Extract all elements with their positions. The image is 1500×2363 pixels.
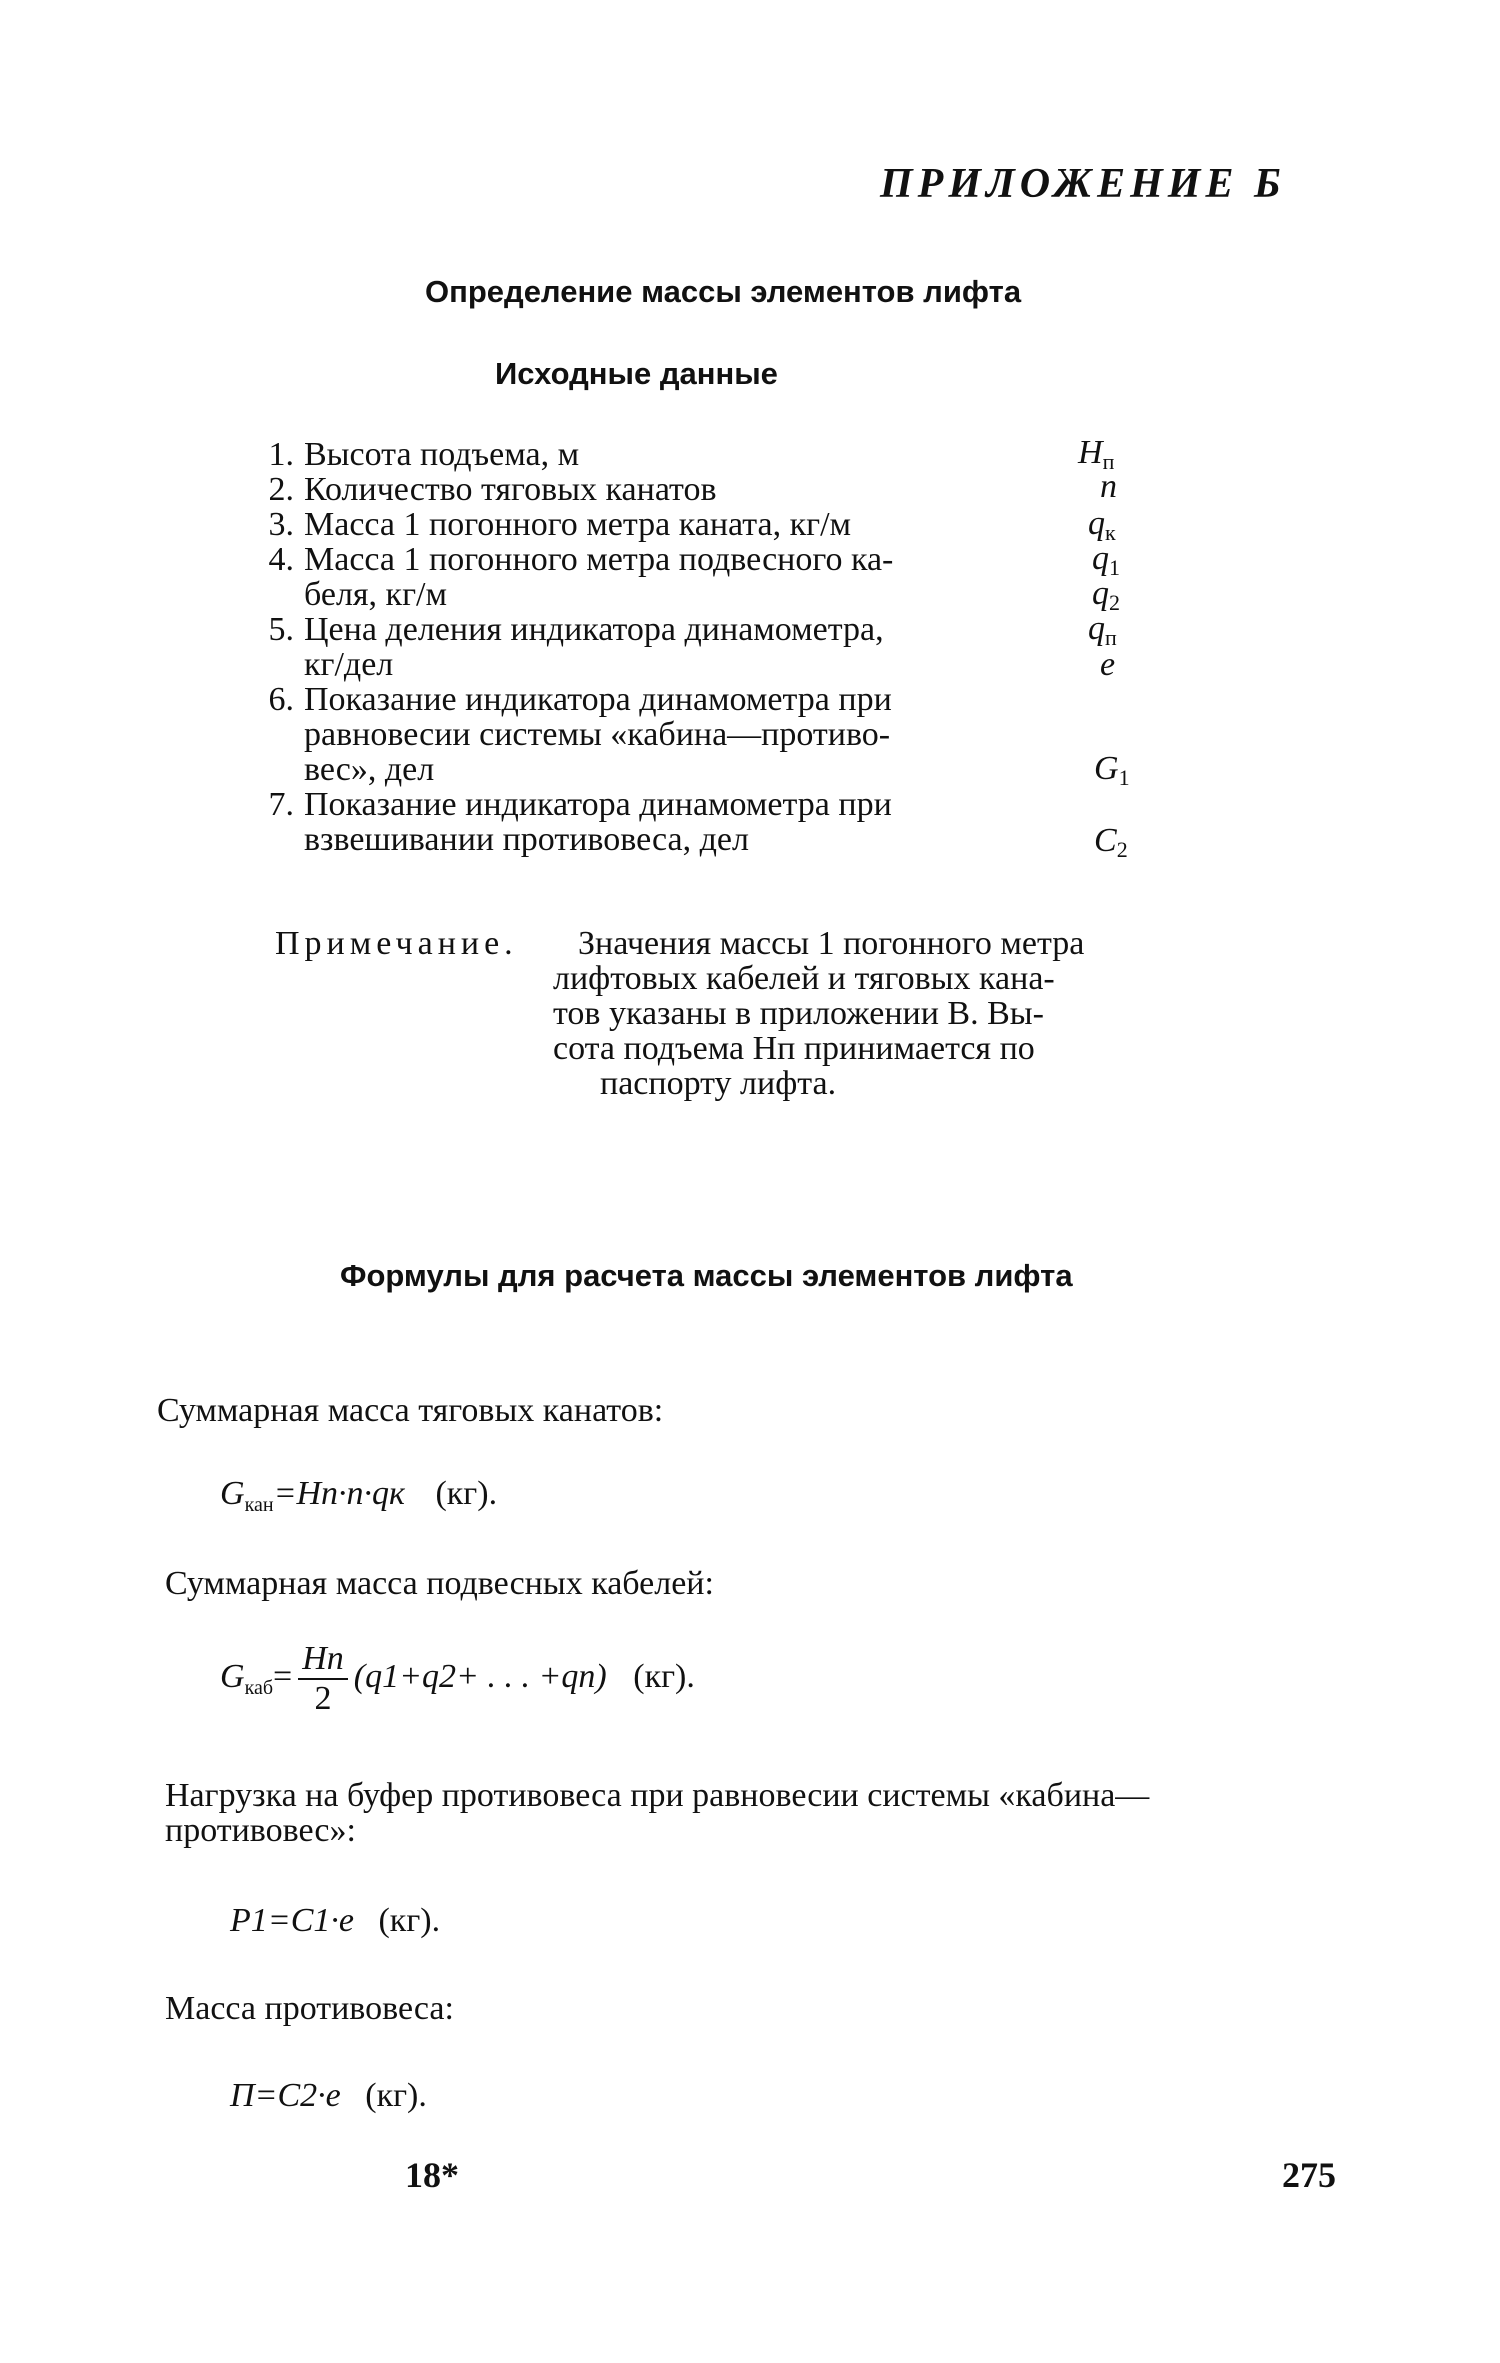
note-line: сота подъема Hп принимается по	[553, 1030, 1035, 1067]
item-number: 2.	[268, 471, 294, 508]
formula-counterweight: П=C2·e (кг).	[230, 2077, 427, 2114]
formulas-title: Формулы для расчета массы элементов лифта	[340, 1258, 1073, 1293]
symbol: $q_к$	[1088, 505, 1116, 545]
signature-mark: 18*	[405, 2155, 459, 2195]
item-number: 3.	[268, 506, 294, 543]
item-text: Цена деления индикатора динамометра,	[304, 611, 884, 648]
item-text: Масса 1 погонного метра подвесного ка-	[304, 541, 894, 578]
item-text: Высота подъема, м	[304, 436, 580, 473]
buffer-label: Нагрузка на буфер противовеса при равновесии системы «кабина—	[165, 1777, 1150, 1814]
item-number: 4.	[268, 541, 294, 578]
symbol: $q_2$	[1092, 575, 1120, 615]
item-text: беля, кг/м	[304, 576, 447, 613]
item-number: 7.	[268, 786, 294, 823]
symbol: e	[1100, 646, 1116, 683]
symbol: $H_п$	[1078, 434, 1115, 474]
buffer-label: противовес»:	[165, 1812, 356, 1849]
symbol: $C_2$	[1094, 822, 1128, 862]
symbol: $G_1$	[1094, 750, 1130, 790]
appendix-label: ПРИЛОЖЕНИЕ Б	[880, 161, 1286, 207]
note-line: Значения массы 1 погонного метра	[578, 925, 1085, 962]
page-number: 275	[1282, 2155, 1336, 2195]
item-text: вес», дел	[304, 751, 435, 788]
symbol: $q_1$	[1092, 540, 1120, 580]
note-line: тов указаны в приложении В. Вы-	[553, 995, 1044, 1032]
cables-label: Суммарная масса подвесных кабелей:	[165, 1565, 714, 1602]
counterweight-label: Масса противовеса:	[165, 1990, 454, 2027]
section-title: Определение массы элементов лифта	[425, 274, 1022, 309]
symbol: $q_п$	[1088, 610, 1117, 650]
item-number: 5.	[268, 611, 294, 648]
item-text: Масса 1 погонного метра каната, кг/м	[304, 506, 852, 543]
formula-buffer: P1=C1·e (кг).	[230, 1902, 441, 1939]
item-number: 1.	[268, 436, 294, 473]
note-line: паспорту лифта.	[600, 1065, 837, 1102]
initial-data-title: Исходные данные	[495, 356, 778, 391]
item-text: равновесии системы «кабина—противо-	[304, 716, 891, 753]
ropes-label: Суммарная масса тяговых канатов:	[157, 1392, 664, 1429]
item-number: 6.	[268, 681, 294, 718]
item-text: Показание индикатора динамометра при	[304, 786, 892, 823]
item-text: Показание индикатора динамометра при	[304, 681, 892, 718]
note-line: лифтовых кабелей и тяговых кана-	[553, 960, 1055, 997]
symbol: n	[1100, 468, 1117, 505]
item-text: взвешивании противовеса, дел	[304, 821, 749, 858]
note-label: Примечание.	[275, 925, 518, 962]
item-text: Количество тяговых канатов	[304, 471, 717, 508]
item-text: кг/дел	[304, 646, 394, 683]
formula-cables: $G_{каб}=$ $\frac{Hп}{2}$ (q1+q2+ . . . +qn) (кг).	[220, 1640, 695, 1717]
formula-ropes: $G_{кан}=Hп\cdot n\cdot qк$ (кг).	[220, 1475, 498, 1516]
